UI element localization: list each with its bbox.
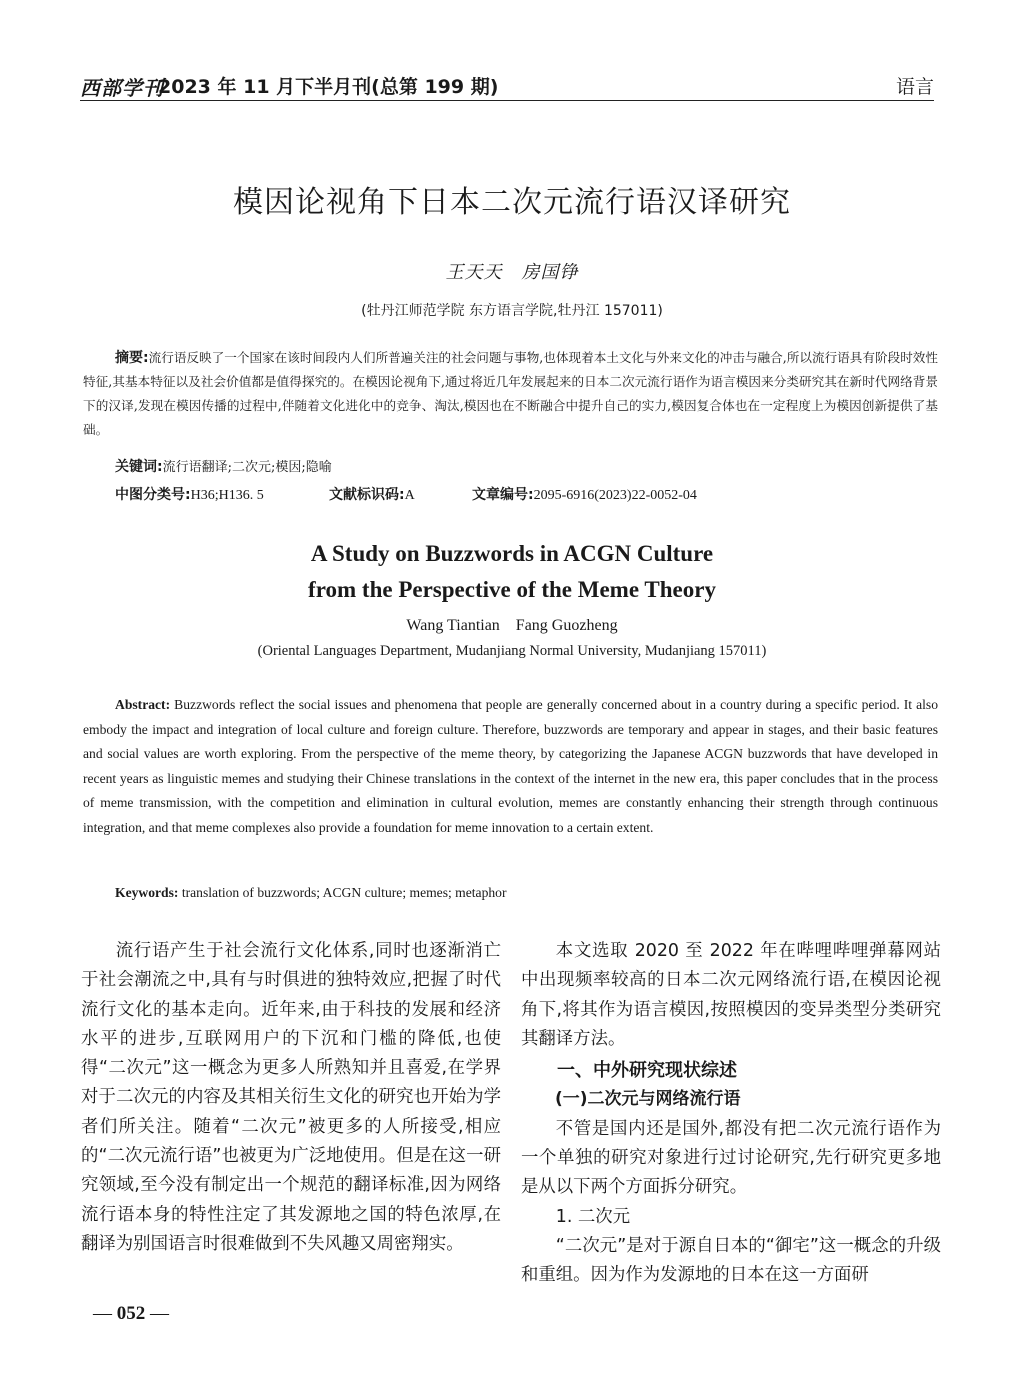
clc-number [115, 484, 264, 504]
document-code [329, 484, 415, 504]
page-number-value: 052 [116, 1303, 146, 1324]
body-paragraph: “二次元”是对于源自日本的“御宅”这一概念的升级和重组。因为作为发源地的日本在这一方面研 [521, 1235, 941, 1286]
english-keywords-label: Keywords: [115, 885, 179, 900]
english-keywords [115, 885, 507, 901]
running-header [80, 70, 934, 100]
chinese-keywords-text: 流行语翻译;二次元;模因;隐喻 [162, 460, 332, 475]
chinese-abstract [83, 346, 938, 442]
english-affiliation: (Oriental Languages Department, Mudanjiang Normal University, Mudanjiang 157011) [257, 643, 767, 659]
body-left-column [81, 937, 501, 1259]
header-rule [80, 100, 934, 101]
chinese-keywords-label: 关键词: [115, 459, 163, 475]
article-value: 2095-6916(2023)22-0052-04 [533, 488, 697, 503]
body-right-column [521, 937, 941, 1291]
english-authors: Wang Tiantian Fang Guozheng [406, 617, 618, 634]
english-title-line-1: A Study on Buzzwords in ACGN Culture [310, 541, 714, 566]
chinese-abstract-text: 流行语反映了一个国家在该时间段内人们所普遍关注的社会问题与事物,也体现着本土文化与外来文化的冲击与融合,所以流行语具有阶段时效性特征,其基本特征以及社会价值都是值得探究的。在模因论视角下,通过将近几年发展起来的日本二次元流行语作为语言模因来分类研究其在新时代网络背景下的汉译,发现在模因传播的过程中,伴随着文化进化中的竞争、淘汰,模因也在不断融合中提升自己的实力,模因复合体也在一定程度上为模因创新提供了基础。 [83, 350, 938, 437]
clc-label: 中图分类号: [115, 487, 191, 503]
numbered-heading: 1. 二次元 [555, 1206, 631, 1227]
english-title-line-2: from the Perspective of the Meme Theory [308, 577, 716, 602]
english-keywords-text: translation of buzzwords; ACGN culture; memes; metaphor [181, 885, 507, 900]
chinese-title: 模因论视角下日本二次元流行语汉译研究 [233, 185, 791, 220]
doccode-value: A [404, 488, 415, 503]
subsection-heading: (一)二次元与网络流行语 [555, 1089, 741, 1110]
chinese-authors: 王天天 房国铮 [445, 262, 579, 283]
english-title [0, 536, 1024, 608]
body-paragraph: 不管是国内还是国外,都没有把二次元流行语作为一个单独的研究对象进行过讨论研究,先行研究更多地是从以下两个方面拆分研究。 [521, 1118, 941, 1198]
page-number [93, 1303, 169, 1325]
body-paragraph: 流行语产生于社会流行文化体系,同时也逐渐消亡于社会潮流之中,具有与时俱进的独特效应,把握了时代流行文化的基本走向。近年来,由于科技的发展和经济水平的进步,互联网用户的下沉和门槛的降低,也使得“二次元”这一概念为更多人所熟知并且喜爱,在学界对于二次元的内容及其相关衍生文化的研究也开始为学者们所关注。随着“二次元”被更多的人所接受,相应的“二次元流行语”也被更为广泛地使用。但是在这一研究领域,至今没有制定出一个规范的翻译标准,因为网络流行语本身的特性注定了其发源地之国的特色浓厚,在翻译为别国语言时很难做到不失风趣又周密翔实。 [81, 941, 501, 1254]
english-abstract [83, 693, 938, 840]
chinese-affiliation: (牡丹江师范学院 东方语言学院,牡丹江 157011) [361, 303, 663, 319]
english-abstract-label: Abstract: [115, 697, 171, 712]
page-dash-left: — [93, 1303, 112, 1324]
article-number [472, 484, 697, 504]
journal-logo: 西部学刊 [80, 76, 164, 100]
body-paragraph: 本文选取 2020 至 2022 年在哔哩哔哩弹幕网站中出现频率较高的日本二次元网络流行语,在模因论视角下,将其作为语言模因,按照模因的变异类型分类研究其翻译方法。 [521, 941, 941, 1049]
section-label: 语言 [895, 76, 934, 98]
doccode-label: 文献标识码: [329, 487, 405, 503]
clc-value: H36;H136. 5 [190, 488, 264, 503]
article-label: 文章编号: [472, 487, 534, 503]
section-heading: 一、中外研究现状综述 [557, 1060, 737, 1082]
english-abstract-text: Buzzwords reflect the social issues and phenomena that people are generally concerned about in a country during a specific period. It also embody the impact and integration of local culture and foreign culture. Therefore, buzzwords are temporary and appear in stages, and their basic features and social values are worth exploring. From the perspective of the meme theory, by categorizing the Japanese ACGN buzzwords that have developed in recent years as linguistic memes and studying their Chinese translations in the context of the internet in the new era, this paper concludes that in the process of meme transmission, with the competition and elimination in cultural evolution, memes are constantly enhancing their strength through continuous integration, and that meme complexes also provide a foundation for meme innovation to a certain extent. [83, 697, 938, 835]
chinese-abstract-label: 摘要: [115, 350, 149, 366]
issue-info: 2023 年 11 月下半月刊(总第 199 期) [158, 76, 499, 98]
page-dash-right: — [150, 1303, 169, 1324]
chinese-keywords [115, 456, 332, 476]
